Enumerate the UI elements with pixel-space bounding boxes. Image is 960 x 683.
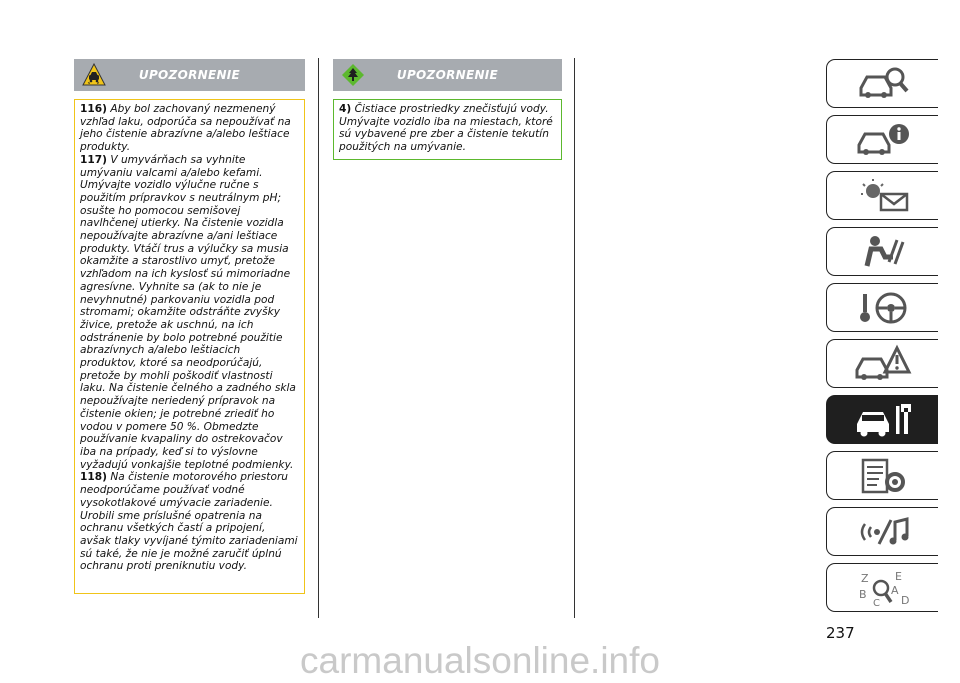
tab-index[interactable] (826, 563, 938, 612)
car-search-icon (851, 64, 915, 104)
panel-title: UPOZORNENIE (138, 68, 241, 82)
car-skid-warning-icon (82, 63, 106, 87)
tab-warning-lights[interactable] (826, 171, 938, 220)
left-panel-header (74, 59, 305, 91)
tab-car-search[interactable] (826, 59, 938, 108)
svg-text:E: E (894, 569, 902, 583)
svg-text:B: B (858, 587, 867, 601)
svg-text:D: D (900, 593, 909, 607)
car-maintenance-wrench-icon (851, 400, 915, 440)
tab-starting-driving[interactable] (826, 283, 938, 332)
right-panel-body (333, 99, 562, 160)
column-divider-right (574, 58, 575, 618)
airbag-seat-icon (851, 232, 915, 272)
column-divider-left (318, 58, 319, 618)
environment-item-4: 4) Čistiace prostriedky znečisťujú vody. Umývajte vozidlo iba na miestach, ktoré sú vybavené pre zber a čistenie tekutín použitých na umývanie. (339, 103, 553, 154)
tab-servicing-maintenance[interactable] (826, 395, 938, 444)
multimedia-signal-icon (851, 512, 915, 552)
warning-item-116: 116) Aby bol zachovaný nezmenený vzhľad laku, odporúča sa nepoužívať na jeho čistenie abrazívne a/alebo leštiace produkty. (80, 103, 291, 154)
tab-car-info[interactable] (826, 115, 938, 164)
right-panel-header (333, 59, 562, 91)
svg-text:Z: Z (860, 571, 869, 585)
car-info-icon (851, 120, 915, 160)
car-emergency-icon (851, 344, 915, 384)
environment-tree-icon (341, 63, 365, 87)
svg-text:C: C (872, 597, 880, 608)
panel-title: UPOZORNENIE (396, 68, 499, 82)
watermark: carmanualsonline.info (300, 640, 660, 681)
key-steering-wheel-icon (851, 288, 915, 328)
technical-data-gear-icon (851, 456, 915, 496)
warning-lights-message-icon (851, 176, 915, 216)
tab-technical-data[interactable] (826, 451, 938, 500)
svg-text:A: A (890, 583, 899, 597)
page-number: 237 (826, 624, 855, 642)
warning-item-118: 118) Na čistenie motorového priestoru neodporúčame používať vodné vysokotlakové umývacie zariadenie. Urobili sme príslušné opatrenia na ochranu všetkých častí a pripojení, avšak tlaky vyvíjané týmito zariadeniami sú také, že nie je možné zaručiť úplnú ochranu proti preniknutiu vody. (80, 471, 298, 573)
warning-item-117: 117) V umyvárňach sa vyhnite umývaniu valcami a/alebo kefami. Umývajte vozidlo výlučne ručne s použitím prípravkov s neutrálnym pH; osušte ho pomocou semišovej navlhčenej utierky. Na čistenie vozidla nepoužívajte abrazívne a/ani leštiace produkty. Vtáčí trus a výlučky sa musia okamžite a starostlivo umyť, pretože vzhľadom na ich kyslosť sú mimoriadne agresívne. Vyhnite sa (ak to nie je nevyhnutné) parkovaniu vozidla pod stromami; okamžite odstráňte zvyšky živice, pretože ak uschnú, na ich odstránenie by bolo potrebné použitie abrazívnych a/alebo leštiacich produktov, ktoré sa neodporúčajú, pretože by mohli poškodiť vlastnosti laku. Na čistenie čelného a zadného skla nepoužívajte neriedený prípravok na čistenie okien; je potrebné zriediť ho vodou v pomere 50 %. Obmedzte používanie kvapaliny do ostrekovačov iba na prípady, keď si to výslovne vyžadujú vonkajšie teplotné podmienky. (80, 153, 296, 471)
alphabetical-index-icon (851, 568, 915, 608)
tab-multimedia[interactable] (826, 507, 938, 556)
tab-safety[interactable] (826, 227, 938, 276)
tab-emergency[interactable] (826, 339, 938, 388)
left-panel-body (74, 99, 305, 594)
